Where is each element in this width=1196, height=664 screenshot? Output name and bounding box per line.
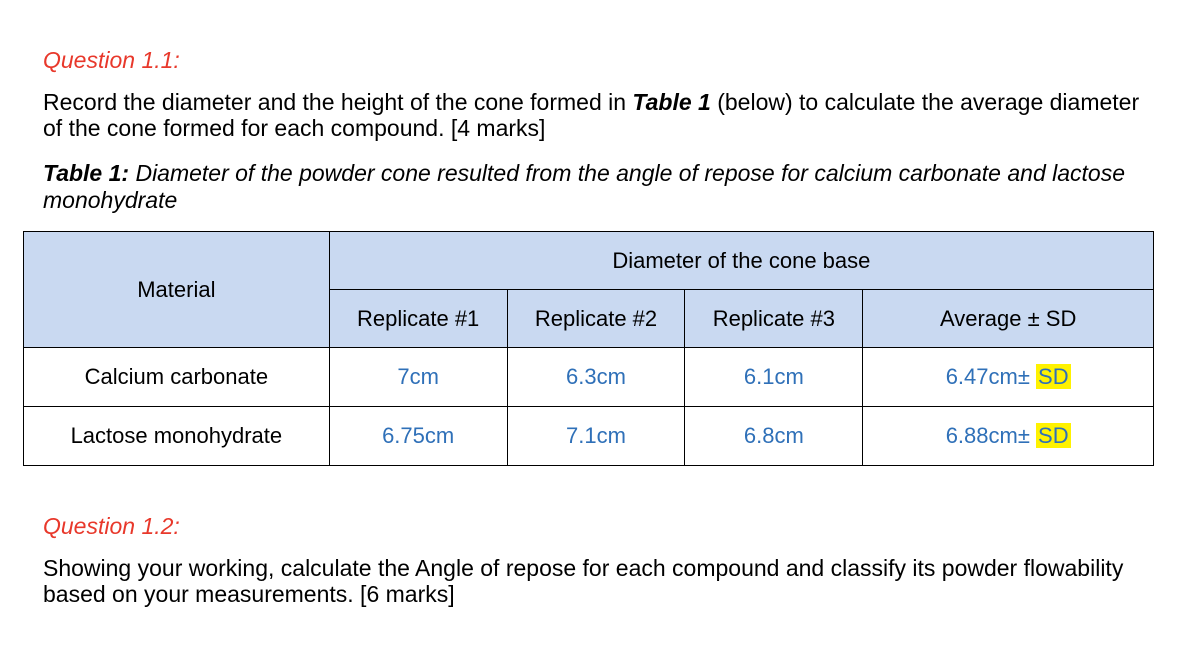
plus-minus-sign: ± bbox=[1017, 364, 1030, 389]
question-1-1-heading: Question 1.1: bbox=[43, 47, 180, 73]
replicate-1-cell: 6.75cm bbox=[329, 407, 507, 466]
average-sd-cell bbox=[863, 348, 1154, 407]
question-1-1-text-before: Record the diameter and the height of the cone formed in bbox=[43, 89, 633, 115]
replicate-3-cell: 6.8cm bbox=[685, 407, 863, 466]
replicate-2-cell: 6.3cm bbox=[507, 348, 685, 407]
table-caption-text: Diameter of the powder cone resulted from the angle of repose for calcium carbonate and lactose monohydrate bbox=[43, 160, 1126, 213]
table-row bbox=[24, 348, 1154, 407]
question-1-1-text bbox=[43, 89, 1163, 141]
sd-placeholder: SD bbox=[1038, 364, 1069, 389]
question-1-1-text-after: (below) to calculate the average diameter of the cone formed for each compound. [4 marks] bbox=[43, 89, 1140, 141]
diameter-group-header: Diameter of the cone base bbox=[329, 232, 1153, 290]
average-sd-cell bbox=[863, 407, 1154, 466]
table-caption bbox=[43, 160, 1163, 214]
table-caption-label: Table 1: bbox=[43, 160, 130, 186]
replicate-2-header: Replicate #2 bbox=[507, 290, 685, 348]
table-row bbox=[24, 407, 1154, 466]
table-reference: Table 1 bbox=[632, 89, 711, 115]
average-value: 6.47cm bbox=[945, 364, 1018, 389]
average-value: 6.88cm bbox=[945, 423, 1018, 448]
sd-placeholder: SD bbox=[1038, 423, 1069, 448]
replicate-3-header: Replicate #3 bbox=[685, 290, 863, 348]
material-header: Material bbox=[24, 232, 330, 348]
material-cell: Calcium carbonate bbox=[24, 348, 330, 407]
replicate-3-cell: 6.1cm bbox=[685, 348, 863, 407]
replicate-1-header: Replicate #1 bbox=[329, 290, 507, 348]
replicate-1-cell: 7cm bbox=[329, 348, 507, 407]
diameter-table bbox=[23, 231, 1154, 466]
question-1-2-heading: Question 1.2: bbox=[43, 513, 180, 539]
average-sd-header: Average ± SD bbox=[863, 290, 1154, 348]
replicate-2-cell: 7.1cm bbox=[507, 407, 685, 466]
question-1-2-text: Showing your working, calculate the Angle of repose for each compound and classify its powder flowability based on your measurements. [6 marks] bbox=[43, 555, 1124, 607]
material-cell: Lactose monohydrate bbox=[24, 407, 330, 466]
plus-minus-sign: ± bbox=[1017, 423, 1030, 448]
